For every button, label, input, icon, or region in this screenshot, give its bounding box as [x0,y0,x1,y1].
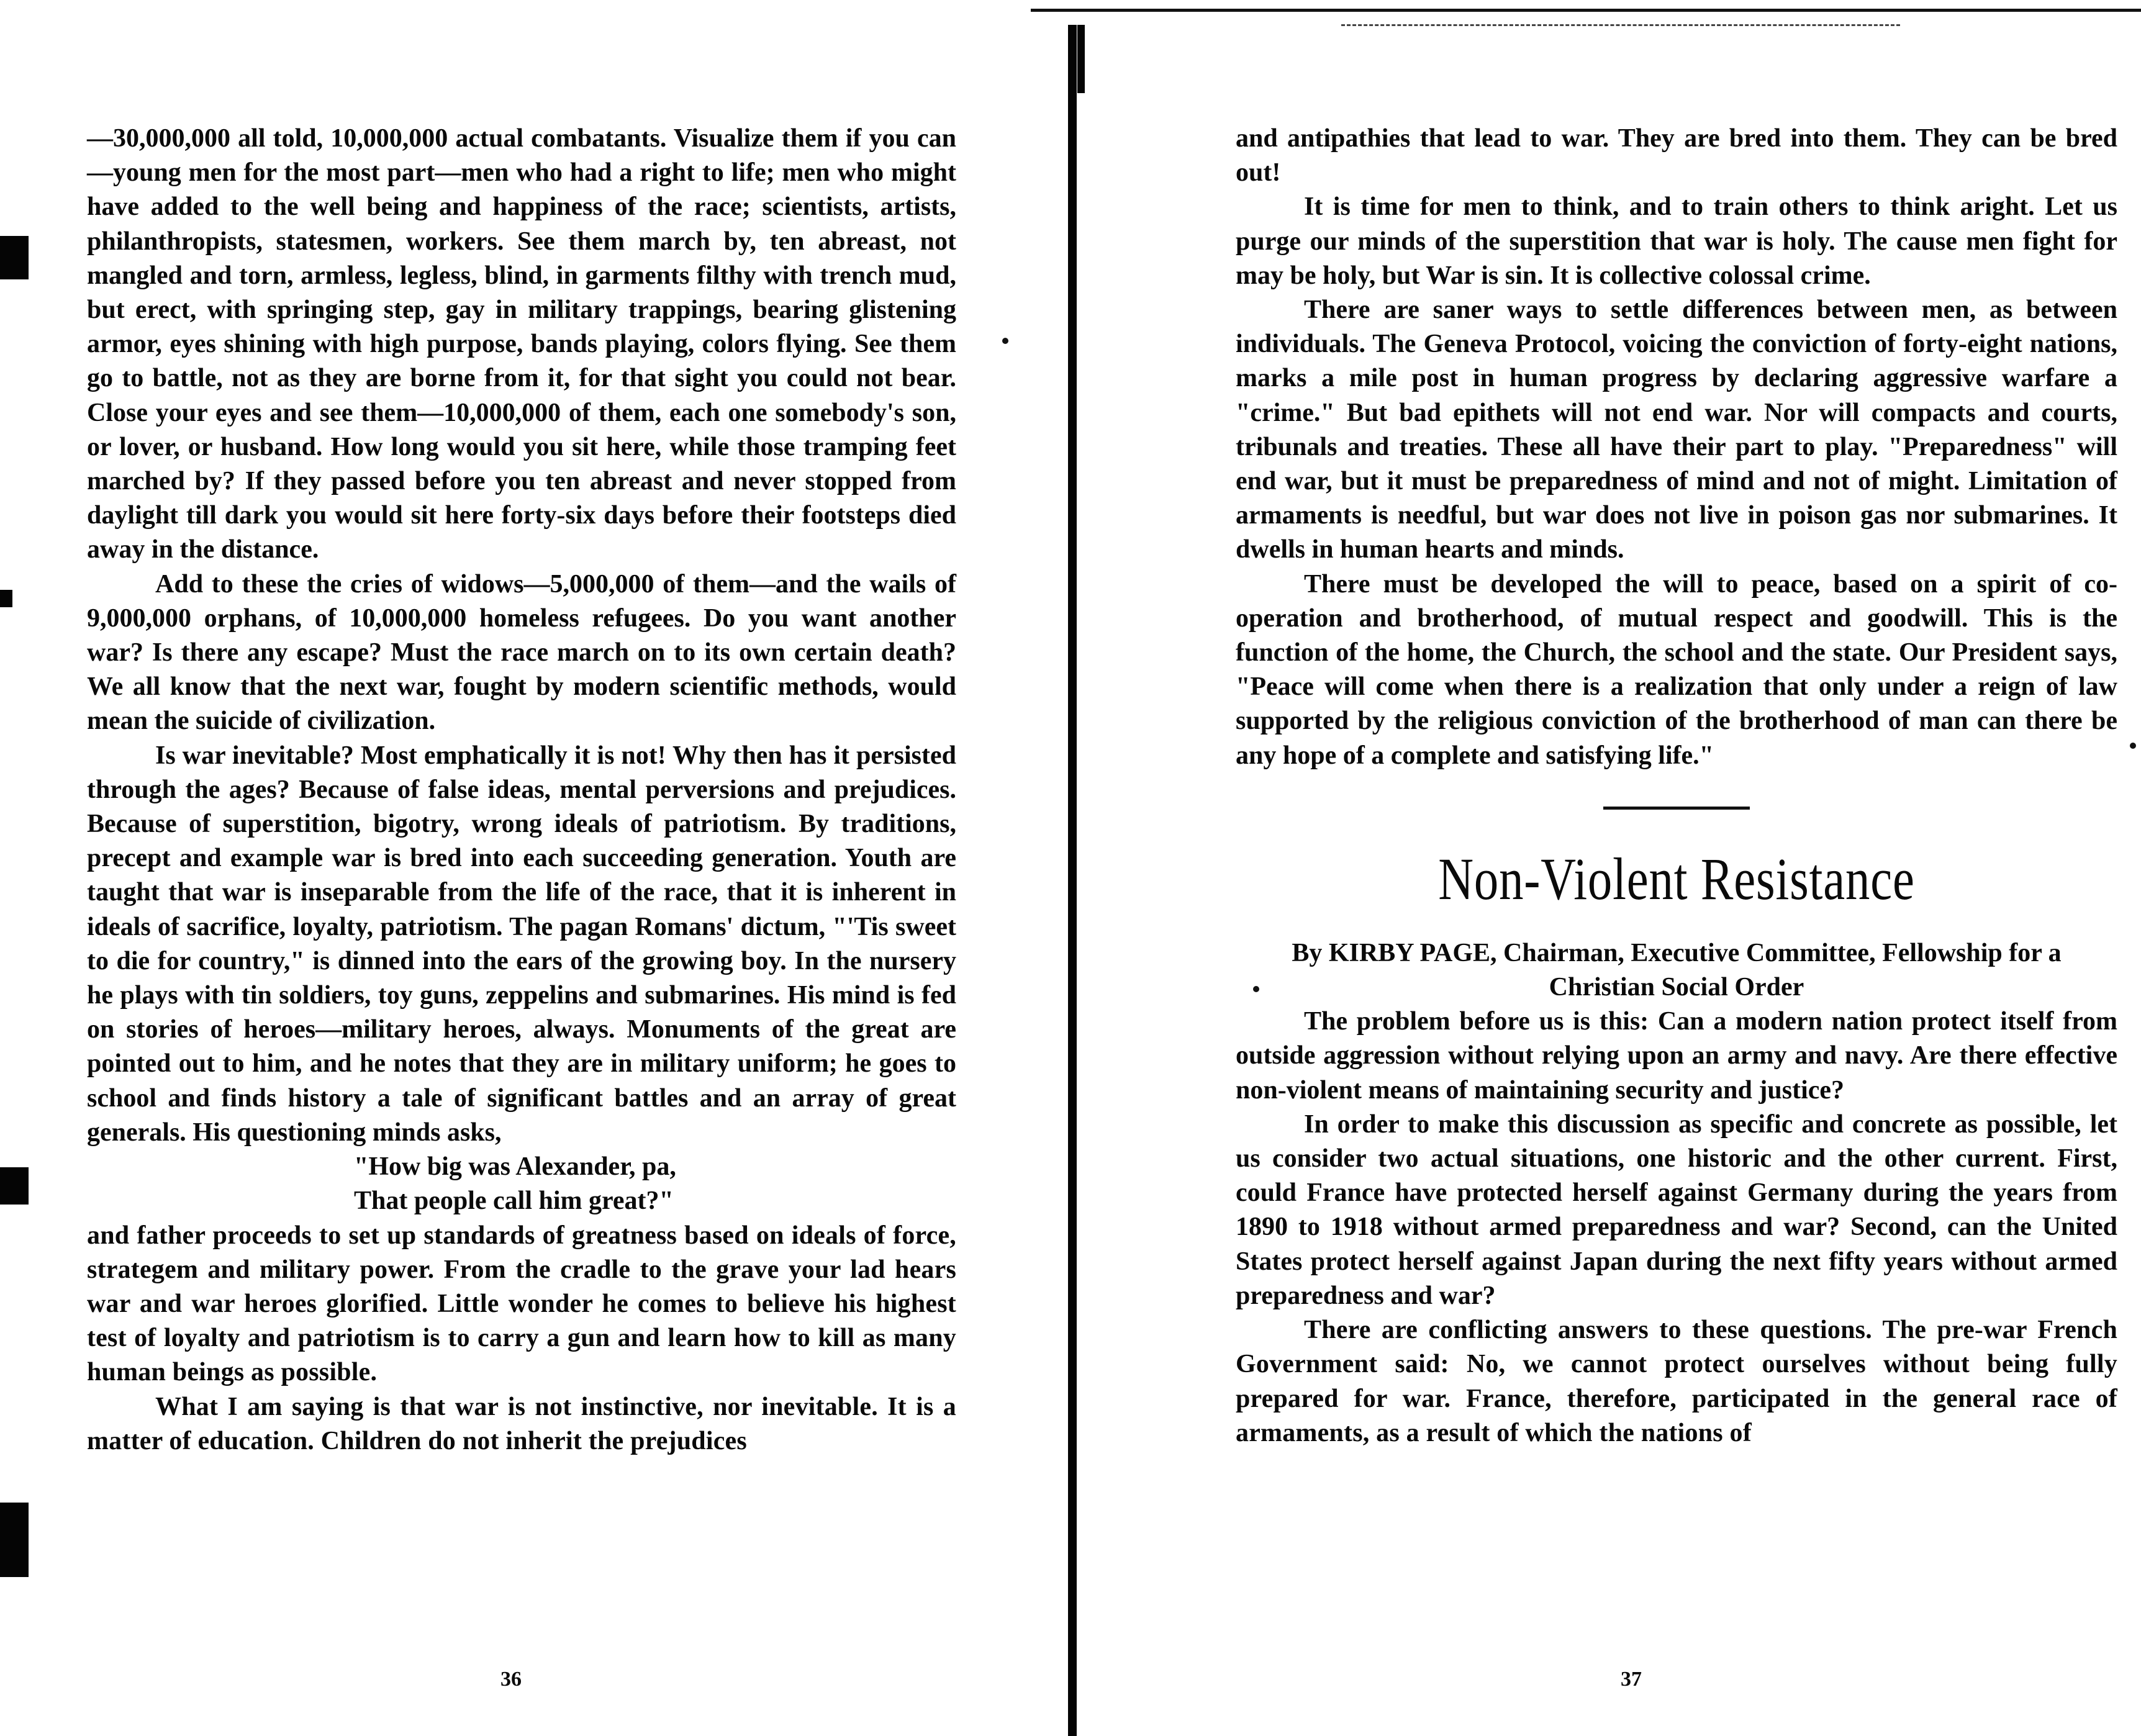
paragraph: There are saner ways to settle differences between men, as between individuals. The Geneva Protocol, voicing the conviction of forty-eight nations, marks a mile post in human progress by declaring aggressive warfare a "crime." But bad epithets will not end war. Nor will compacts and courts, tribunals and treaties. These all have their part to play. "Preparedness" will end war, but it must be preparedness of mind and not of might. Limitation of armaments is needful, but war does not live in poison gas nor submarines. It dwells in human hearts and minds. [1236,296,2117,564]
scan-edge-mark [0,1503,29,1577]
paragraph: Is war inevitable? Most emphatically it is not! Why then has it persisted through the ages? Because of false ideas, mental perversions and prejudices. Because of superstition, bigotry, wrong ideals of patriotism. By traditions, precept and example war is bred into each succeeding generation. Youth are taught that war is inseparable from the life of the race, that it is inherent in ideals of sacrifice, loyalty, patriotism. The pagan Romans' dictum, "'Tis sweet to die for country," is dinned into the ears of the growing boy. In the nursery he plays with tin soldiers, toy guns, zeppelins and submarines. His mind is fed on stories of heroes—military heroes, always. Monuments of the great are pointed out to him, and he notes that they are in military uniform; he goes to school and finds history a tale of significant battles and an array of great generals. His questioning minds asks, [87,741,956,1147]
scan-edge-mark [0,1167,29,1205]
byline: By KIRBY PAGE, Chairman, Executive Committee, Fellowship for a Christian Social Order [1292,938,2062,1002]
paragraph: and father proceeds to set up standards of greatness based on ideals of force, strategem and military power. From the cradle to the grave your lad hears war and war heroes glorified. Little wonder he comes to believe his highest test of loyalty and patriotism is to carry a gun and learn how to kill as many human beings as possible. [87,1221,956,1387]
page-number: 37 [1621,1668,1642,1691]
scan-edge-mark [0,236,29,279]
scan-top-border [1031,9,2141,37]
paragraph: There must be developed the will to peace, based on a spirit of co-operation and brotherhood, of mutual respect and goodwill. This is the function of the home, the Church, the school and the state. Our President says, "Peace will come when there is a realization that only under a reign of law supported by the religious conviction of the brotherhood of man can there be any hope of a complete and satisfying life." [1236,569,2117,770]
poem-quote [354,1150,956,1218]
section-divider [1603,807,1750,810]
page-number: 36 [500,1668,522,1691]
scan-edge-mark [0,590,12,607]
paragraph: and antipathies that lead to war. They are bred into them. They can be bred out! [1236,124,2117,188]
paragraph: What I am saying is that war is not instinctive, nor inevitable. It is a matter of education. Children do not inherit the prejudices [87,1392,956,1455]
right-page [1236,122,2117,1450]
paragraph: In order to make this discussion as specific and concrete as possible, let us consider two actual situations, one historic and the other current. First, could France have protected herself against Germany during the years from 1890 to 1918 without armed preparedness and war? Second, can the United States protect herself against Japan during the next fifty years without armed preparedness and war? [1236,1110,2117,1310]
left-page [87,122,956,1458]
book-gutter [1068,25,1077,1736]
scan-speck [2130,743,2136,749]
paragraph: It is time for men to think, and to train others to think aright. Let us purge our minds of the superstition that war is holy. The cause men fight for may be holy, but War is sin. It is collective colossal crime. [1236,192,2117,290]
poem-line: "How big was Alexander, pa, [354,1152,676,1182]
article-title: Non-Violent Resistance [1438,845,1915,912]
paragraph: Add to these the cries of widows—5,000,000 of them—and the wails of 9,000,000 orphans, of 10,000,000 homeless refugees. Do you want another war? Is there any escape? Must the race march on to its own certain death? We all know that the next war, fought by modern scientific methods, would mean the suicide of civilization. [87,569,956,736]
gutter-notch [1077,25,1085,93]
scan-speck [1002,338,1008,344]
paragraph: The problem before us is this: Can a modern nation protect itself from outside aggression without relying upon an army and navy. Are there effective non-violent means of maintaining security and justice? [1236,1007,2117,1105]
poem-line: That people call him great?" [354,1187,674,1216]
paragraph: There are conflicting answers to these questions. The pre-war French Government said: No, we cannot protect ourselves without being fully prepared for war. France, therefore, participated in the general race of armaments, as a result of which the nations of [1236,1316,2117,1447]
paragraph: —30,000,000 all told, 10,000,000 actual combatants. Visualize them if you can—young men for the most part—men who had a right to life; men who might have added to the well being and happiness of the race; scientists, artists, philanthropists, statesmen, workers. See them march by, ten abreast, not mangled and torn, armless, legless, blind, in garments filthy with trench mud, but erect, with springing step, gay in military trappings, bearing glistening armor, eyes shining with high purpose, bands playing, colors flying. See them go to battle, not as they are borne from it, for that sight you could not bear. Close your eyes and see them—10,000,000 of them, each one somebody's son, or lover, or husband. How long would you sit here, while those tramping feet marched by? If they passed before you ten abreast and never stopped from daylight till dark you would sit here forty-six days before their footsteps died away in the distance. [87,124,956,564]
